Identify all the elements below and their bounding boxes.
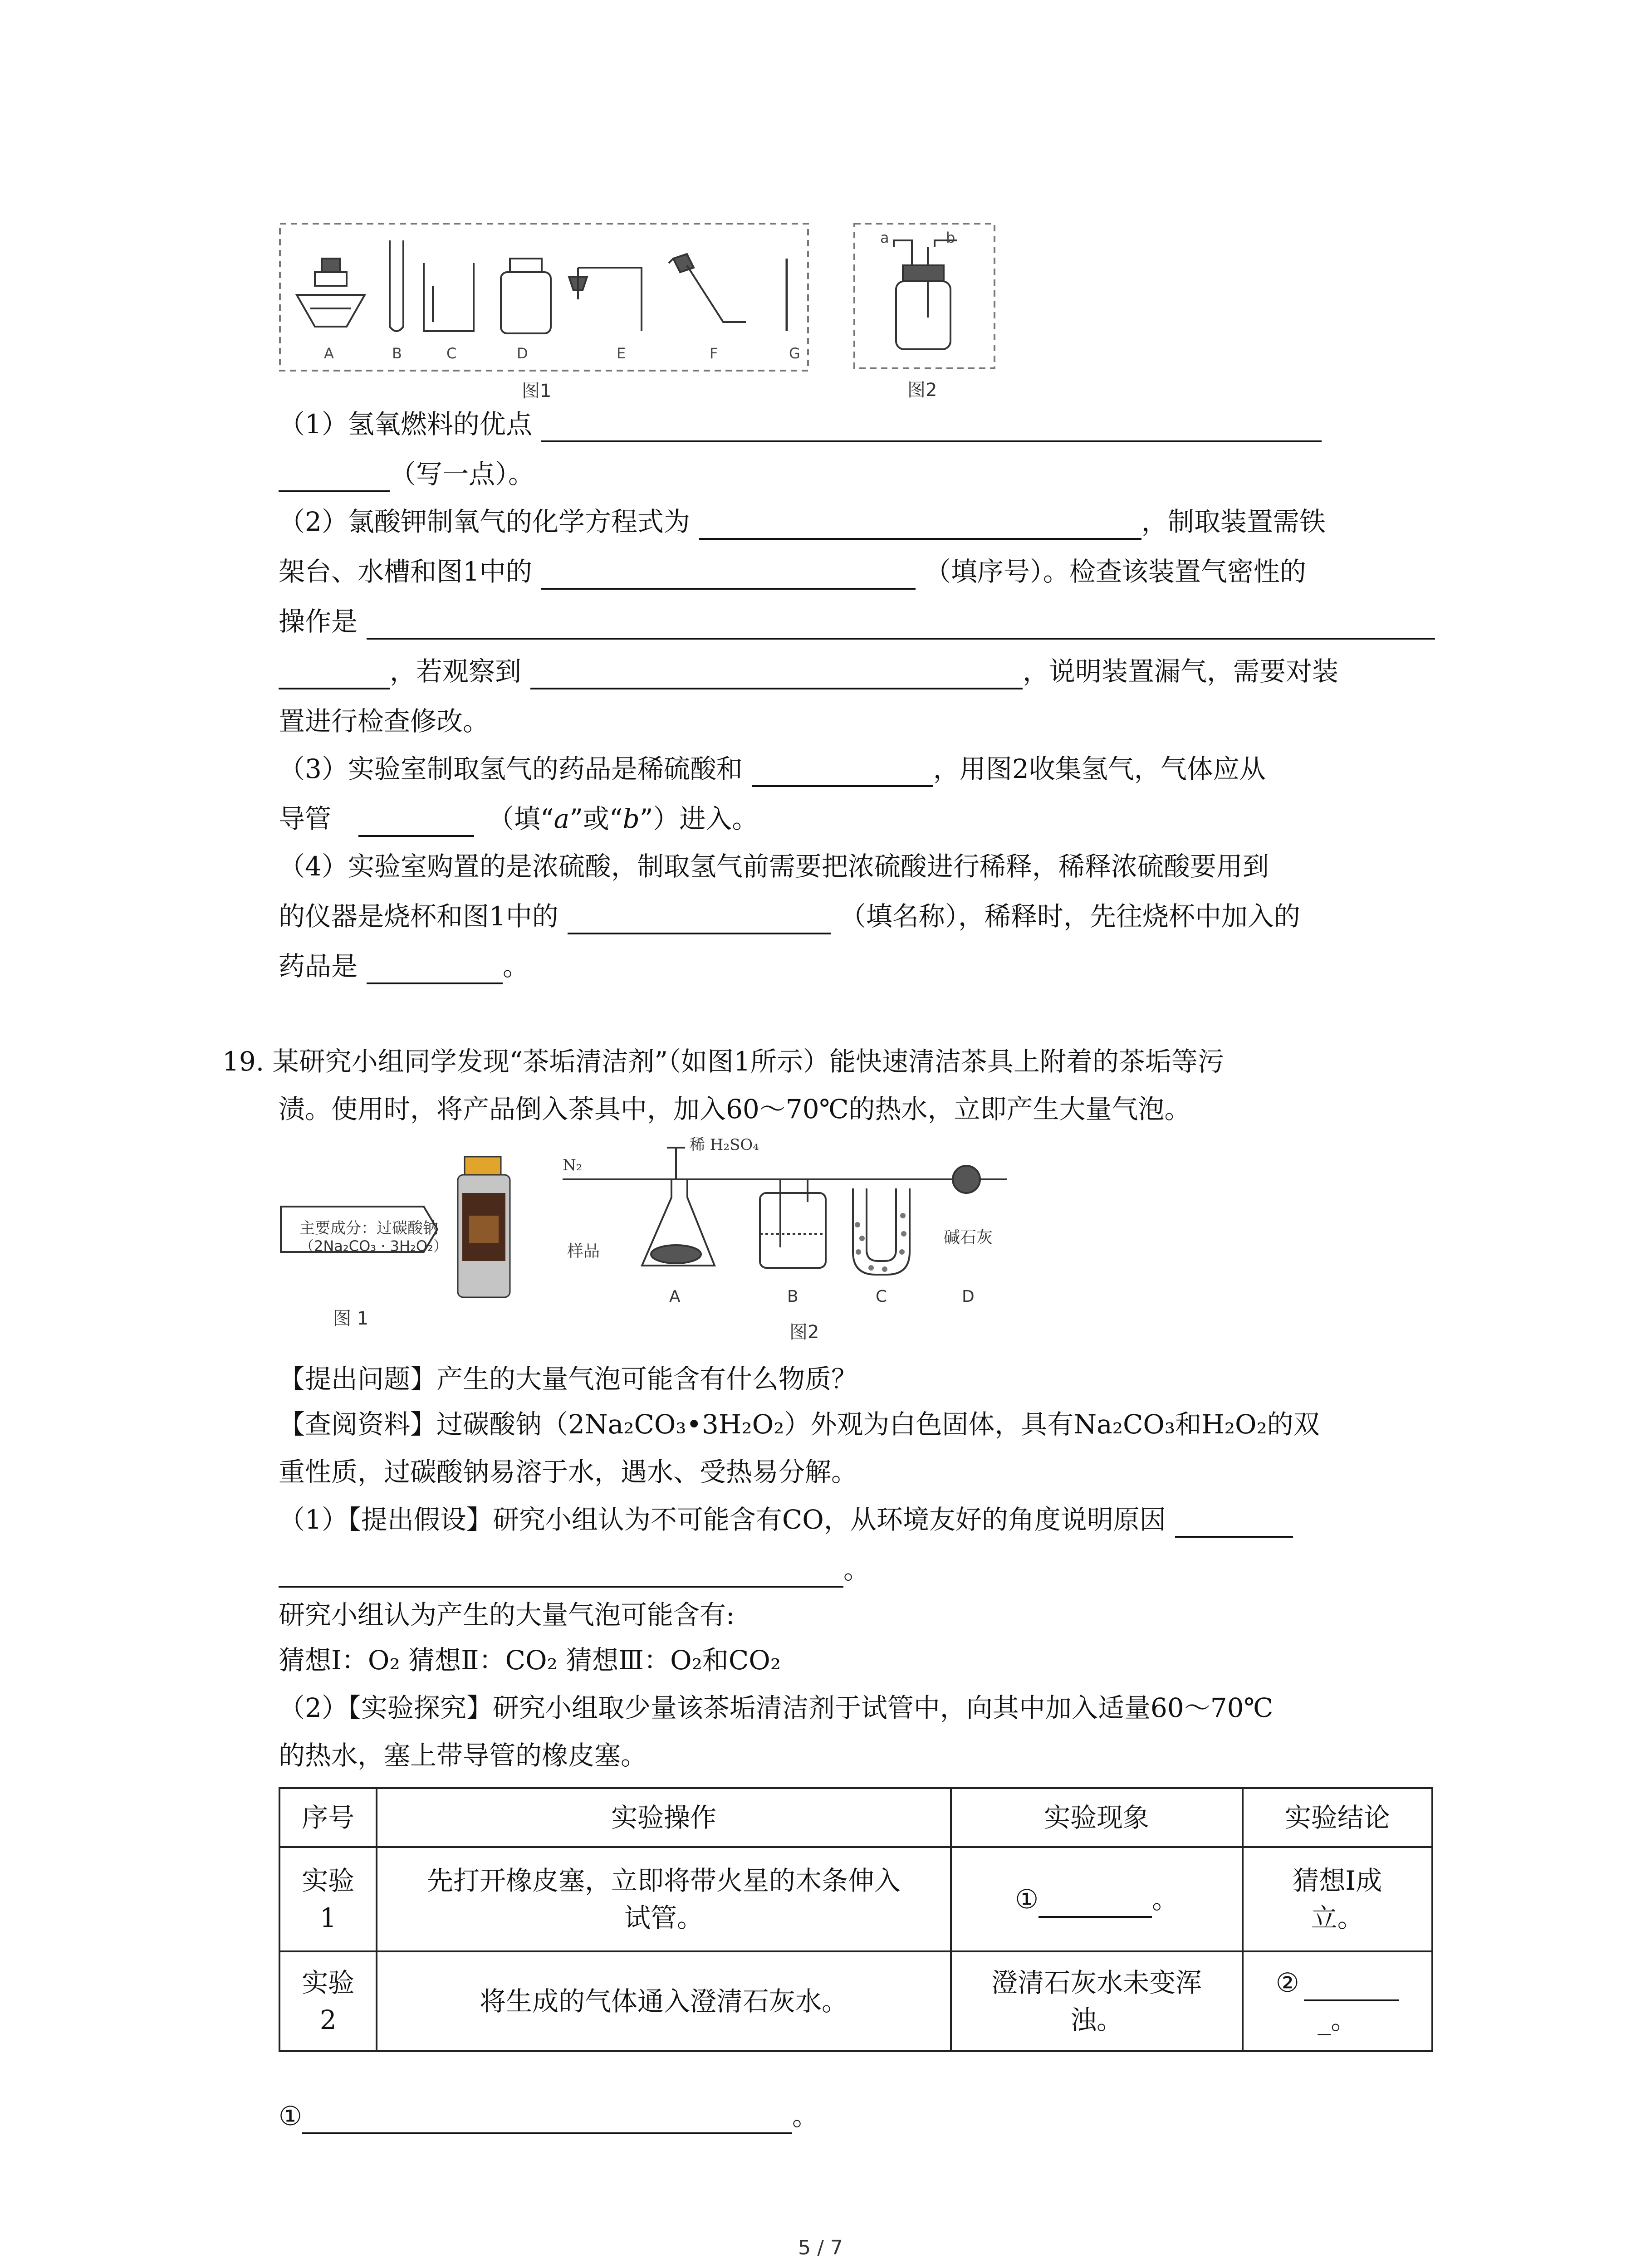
svg-text:b: b — [946, 229, 955, 246]
apparatus-a-icon — [297, 259, 365, 327]
q18-part4-line1: （4）实验室购置的是浓硫酸，制取氢气前需要把浓硫酸进行稀释，稀释浓硫酸要用到 — [279, 851, 1269, 882]
q18-part2-line2: 架台、水槽和图1中的 （填序号）。检查该装置气密性的 — [279, 553, 1306, 590]
gas-bottle-icon — [501, 259, 551, 333]
svg-text:N₂: N₂ — [563, 1156, 583, 1174]
beaker-icon — [424, 263, 474, 331]
q19-answer-line: ① 。 — [279, 2098, 818, 2134]
table-cell: 澄清石灰水未变浑 浊。 — [951, 1951, 1243, 2051]
svg-text:D: D — [517, 345, 528, 362]
svg-text:F: F — [710, 345, 718, 362]
q19-intro-line2: 渍。使用时，将产品倒入茶具中，加入60～70℃的热水，立即产生大量气泡。 — [279, 1094, 1191, 1124]
table-cell: ② _。 — [1243, 1951, 1432, 2051]
figure-1-apparatus — [279, 222, 809, 372]
svg-text:图2: 图2 — [789, 1322, 819, 1343]
q19-problem: 【提出问题】产生的大量气泡可能含有什么物质？ — [279, 1364, 858, 1394]
svg-text:图 1: 图 1 — [333, 1308, 369, 1329]
svg-text:A: A — [324, 345, 334, 362]
q19-guesses: 猜想Ⅰ：O₂ 猜想Ⅱ：CO₂ 猜想Ⅲ：O₂和CO₂ — [279, 1645, 781, 1676]
q19-guess-intro: 研究小组认为产生的大量气泡可能含有: — [279, 1599, 735, 1630]
stopper-tube-e-icon — [569, 268, 642, 331]
table-cell: ① 。 — [951, 1847, 1243, 1951]
q19-info-line2: 重性质，过碳酸钠易溶于水，遇水、受热易分解。 — [279, 1457, 858, 1487]
table-header: 实验现象 — [951, 1788, 1243, 1847]
svg-text:D: D — [962, 1287, 975, 1306]
svg-text:B: B — [787, 1287, 798, 1306]
table-row — [279, 1847, 1432, 1951]
svg-text:G: G — [789, 345, 800, 362]
table-cell: 先打开橡皮塞，立即将带火星的木条伸入 试管。 — [377, 1847, 950, 1951]
figure-2-caption: 图2 — [907, 380, 937, 401]
figure-2-collector — [853, 222, 996, 370]
svg-text:B: B — [392, 345, 402, 362]
svg-text:样品: 样品 — [567, 1242, 600, 1261]
svg-text:碱石灰: 碱石灰 — [944, 1228, 993, 1247]
q18-part4-line2: 的仪器是烧杯和图1中的 （填名称），稀释时，先往烧杯中加入的 — [279, 898, 1300, 934]
page-number: 5 / 7 — [798, 2236, 843, 2259]
table-cell: 猜想Ⅰ成 立。 — [1243, 1847, 1432, 1951]
stopper-tube-f-icon — [669, 254, 746, 322]
table-header: 实验操作 — [377, 1788, 950, 1847]
q18-part1-line2: （写一点）。 — [279, 456, 534, 492]
table-row — [279, 1951, 1432, 2051]
q18-part1-line1: （1）氢氧燃料的优点 — [279, 406, 1322, 442]
table-header-row — [279, 1788, 1432, 1847]
q18-part2-line1: （2）氯酸钾制氧气的化学方程式为 ，制取装置需铁 — [279, 503, 1326, 540]
svg-text:E: E — [617, 345, 626, 362]
svg-text:C: C — [876, 1287, 887, 1306]
table-cell: 将生成的气体通入澄清石灰水。 — [377, 1951, 950, 2051]
q19-hypothesis-line2: 。 — [279, 1551, 870, 1588]
q19-intro-line1: 19. 某研究小组同学发现“茶垢清洁剂”（如图1所示）能快速清洁茶具上附着的茶垢等污 — [222, 1046, 1224, 1077]
figure-1-caption: 图1 — [522, 381, 552, 401]
q19-hypothesis-line1: （1）【提出假设】研究小组认为不可能含有CO，从环境友好的角度说明原因 — [279, 1501, 1293, 1538]
svg-text:a: a — [880, 229, 889, 246]
table-cell: 实验 1 — [279, 1847, 377, 1951]
table-cell: 实验 2 — [279, 1951, 377, 2051]
q18-part2-line5: 置进行检查修改。 — [279, 706, 490, 737]
test-tube-icon — [390, 240, 403, 331]
q18-part3-line2: 导管 （填“a”或“b”）进入。 — [279, 801, 758, 837]
q19-explore-line1: （2）【实验探究】研究小组取少量该茶垢清洁剂于试管中，向其中加入适量60～70℃ — [279, 1692, 1274, 1723]
experiment-table — [279, 1787, 1433, 2052]
q18-part2-line3: 操作是 — [279, 603, 1435, 640]
q19-explore-line2: 的热水，塞上带导管的橡皮塞。 — [279, 1740, 647, 1771]
table-header: 实验结论 — [1243, 1788, 1432, 1847]
q19-info-line1: 【查阅资料】过碳酸钠（2Na₂CO₃•3H₂O₂）外观为白色固体，具有Na₂CO₃和H₂O₂的双 — [279, 1409, 1320, 1440]
table-header: 序号 — [279, 1788, 377, 1847]
q19-figure-2-apparatus — [554, 1134, 1012, 1347]
q18-part2-line4: ，若观察到 ，说明装置漏气，需要对装 — [279, 653, 1338, 689]
q18-part4-line3: 药品是 。 — [279, 948, 529, 984]
svg-text:C: C — [446, 345, 457, 362]
product-label-line2: （2Na₂CO₃ · 3H₂O₂） — [299, 1237, 448, 1255]
product-label-line1: 主要成分：过碳酸钠 — [299, 1219, 438, 1237]
svg-text:A: A — [669, 1287, 681, 1306]
svg-text:稀 H₂SO₄: 稀 H₂SO₄ — [690, 1136, 759, 1154]
q18-part3-line1: （3）实验室制取氢气的药品是稀硫酸和 ，用图2收集氢气，气体应从 — [279, 751, 1266, 787]
